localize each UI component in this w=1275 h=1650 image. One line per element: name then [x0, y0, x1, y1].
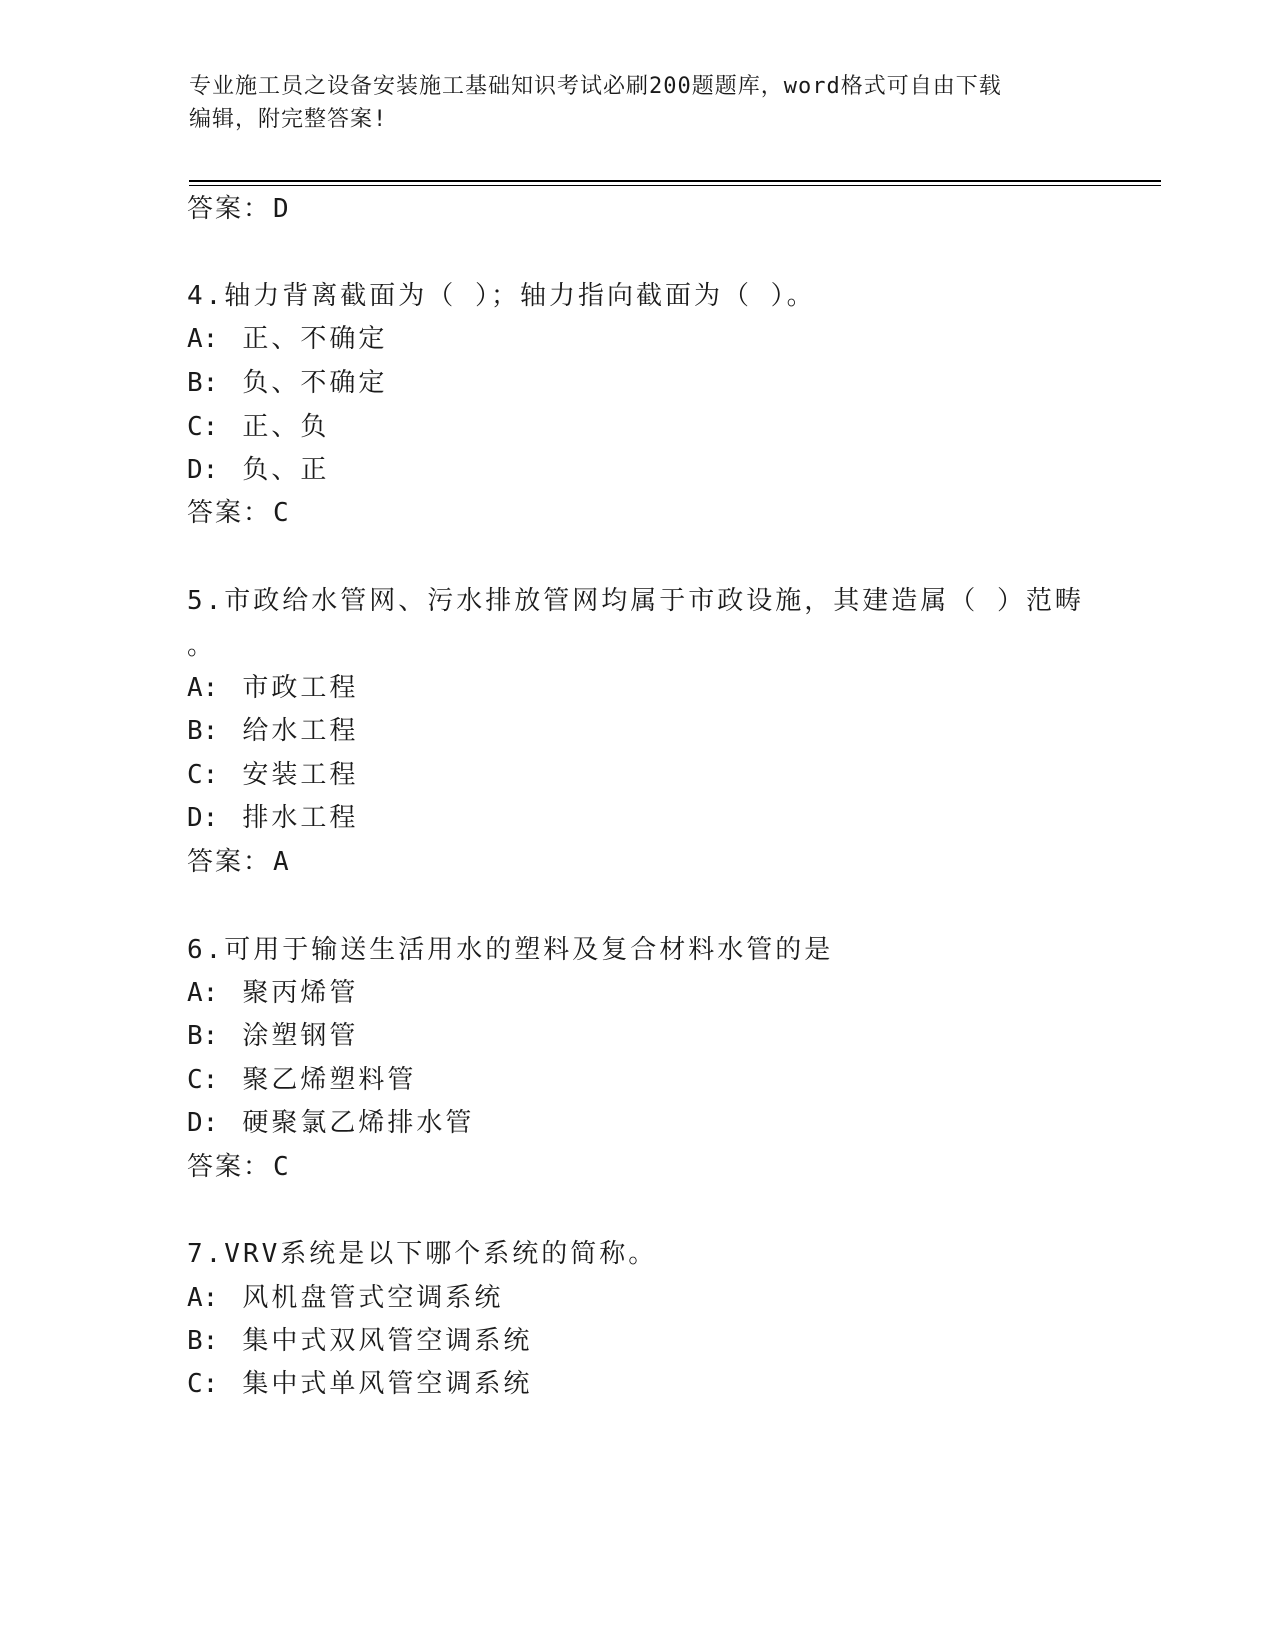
answer-label: 答案：: [187, 847, 272, 877]
option-text: 正、不确定: [242, 324, 388, 354]
option-letter: B:: [187, 1021, 219, 1051]
option-text: 集中式双风管空调系统: [242, 1326, 533, 1356]
option-letter: C:: [187, 1065, 219, 1095]
option-letter: D:: [187, 455, 219, 485]
question-6-option-a: [187, 972, 358, 1009]
option-text: 给水工程: [242, 716, 359, 746]
option-text: 正、负: [242, 412, 330, 442]
question-5-text-cont: 。: [187, 631, 217, 661]
question-5-text: 5.市政给水管网、污水排放管网均属于市政设施，其建造属（ ）范畴: [187, 586, 1084, 616]
option-letter: A:: [187, 1283, 219, 1313]
question-7-text: 7.VRV系统是以下哪个系统的简称。: [187, 1239, 658, 1269]
option-text: 集中式单风管空调系统: [242, 1369, 533, 1399]
question-6-option-d: [187, 1102, 474, 1139]
option-text: 市政工程: [242, 673, 359, 703]
question-5-answer: [187, 841, 291, 878]
header-line-2: 编辑，附完整答案!: [189, 107, 388, 132]
option-letter: D:: [187, 1108, 219, 1138]
option-letter: B:: [187, 716, 219, 746]
option-letter: A:: [187, 978, 219, 1008]
header-rule-thin: [189, 185, 1161, 186]
question-6-option-c: [187, 1059, 416, 1096]
question-4-option-b: [187, 362, 387, 399]
option-letter: B:: [187, 368, 219, 398]
option-letter: C:: [187, 1369, 219, 1399]
answer-value: C: [273, 498, 291, 528]
option-text: 负、正: [242, 455, 330, 485]
answer-line-q3: [187, 188, 291, 225]
question-5-option-d: [187, 797, 358, 834]
option-letter: D:: [187, 803, 219, 833]
question-6-option-b: [187, 1015, 358, 1052]
question-6-text: 6.可用于输送生活用水的塑料及复合材料水管的是: [187, 935, 834, 965]
answer-label: 答案：: [187, 194, 272, 224]
option-text: 安装工程: [242, 760, 359, 790]
option-letter: A:: [187, 673, 219, 703]
question-7-option-a: [187, 1277, 503, 1314]
answer-value: D: [273, 194, 291, 224]
option-text: 涂塑钢管: [242, 1021, 359, 1051]
option-letter: C:: [187, 760, 219, 790]
option-text: 硬聚氯乙烯排水管: [242, 1108, 475, 1138]
option-text: 风机盘管式空调系统: [242, 1283, 504, 1313]
header-rule-thick: [189, 180, 1161, 182]
question-4-answer: [187, 492, 291, 529]
question-5-option-b: [187, 710, 358, 747]
answer-label: 答案：: [187, 498, 272, 528]
question-7-option-b: [187, 1320, 532, 1357]
question-7-option-c: [187, 1363, 532, 1400]
document-header: [189, 70, 1089, 136]
option-letter: C:: [187, 412, 219, 442]
answer-label: 答案：: [187, 1152, 272, 1182]
question-6-answer: [187, 1146, 291, 1183]
option-text: 负、不确定: [242, 368, 388, 398]
option-text: 排水工程: [242, 803, 359, 833]
question-5-option-c: [187, 754, 358, 791]
option-text: 聚丙烯管: [242, 978, 359, 1008]
option-letter: B:: [187, 1326, 219, 1356]
header-line-1: 专业施工员之设备安装施工基础知识考试必刷200题题库，word格式可自由下载: [189, 74, 1002, 99]
question-4-text: 4.轴力背离截面为（ ）；轴力指向截面为（ ）。: [187, 281, 816, 311]
answer-value: C: [273, 1152, 291, 1182]
question-4-option-a: [187, 318, 387, 355]
question-4-option-d: [187, 449, 329, 486]
question-4-option-c: [187, 406, 329, 443]
answer-value: A: [273, 847, 291, 877]
question-5-option-a: [187, 667, 358, 704]
option-letter: A:: [187, 324, 219, 354]
option-text: 聚乙烯塑料管: [242, 1065, 417, 1095]
